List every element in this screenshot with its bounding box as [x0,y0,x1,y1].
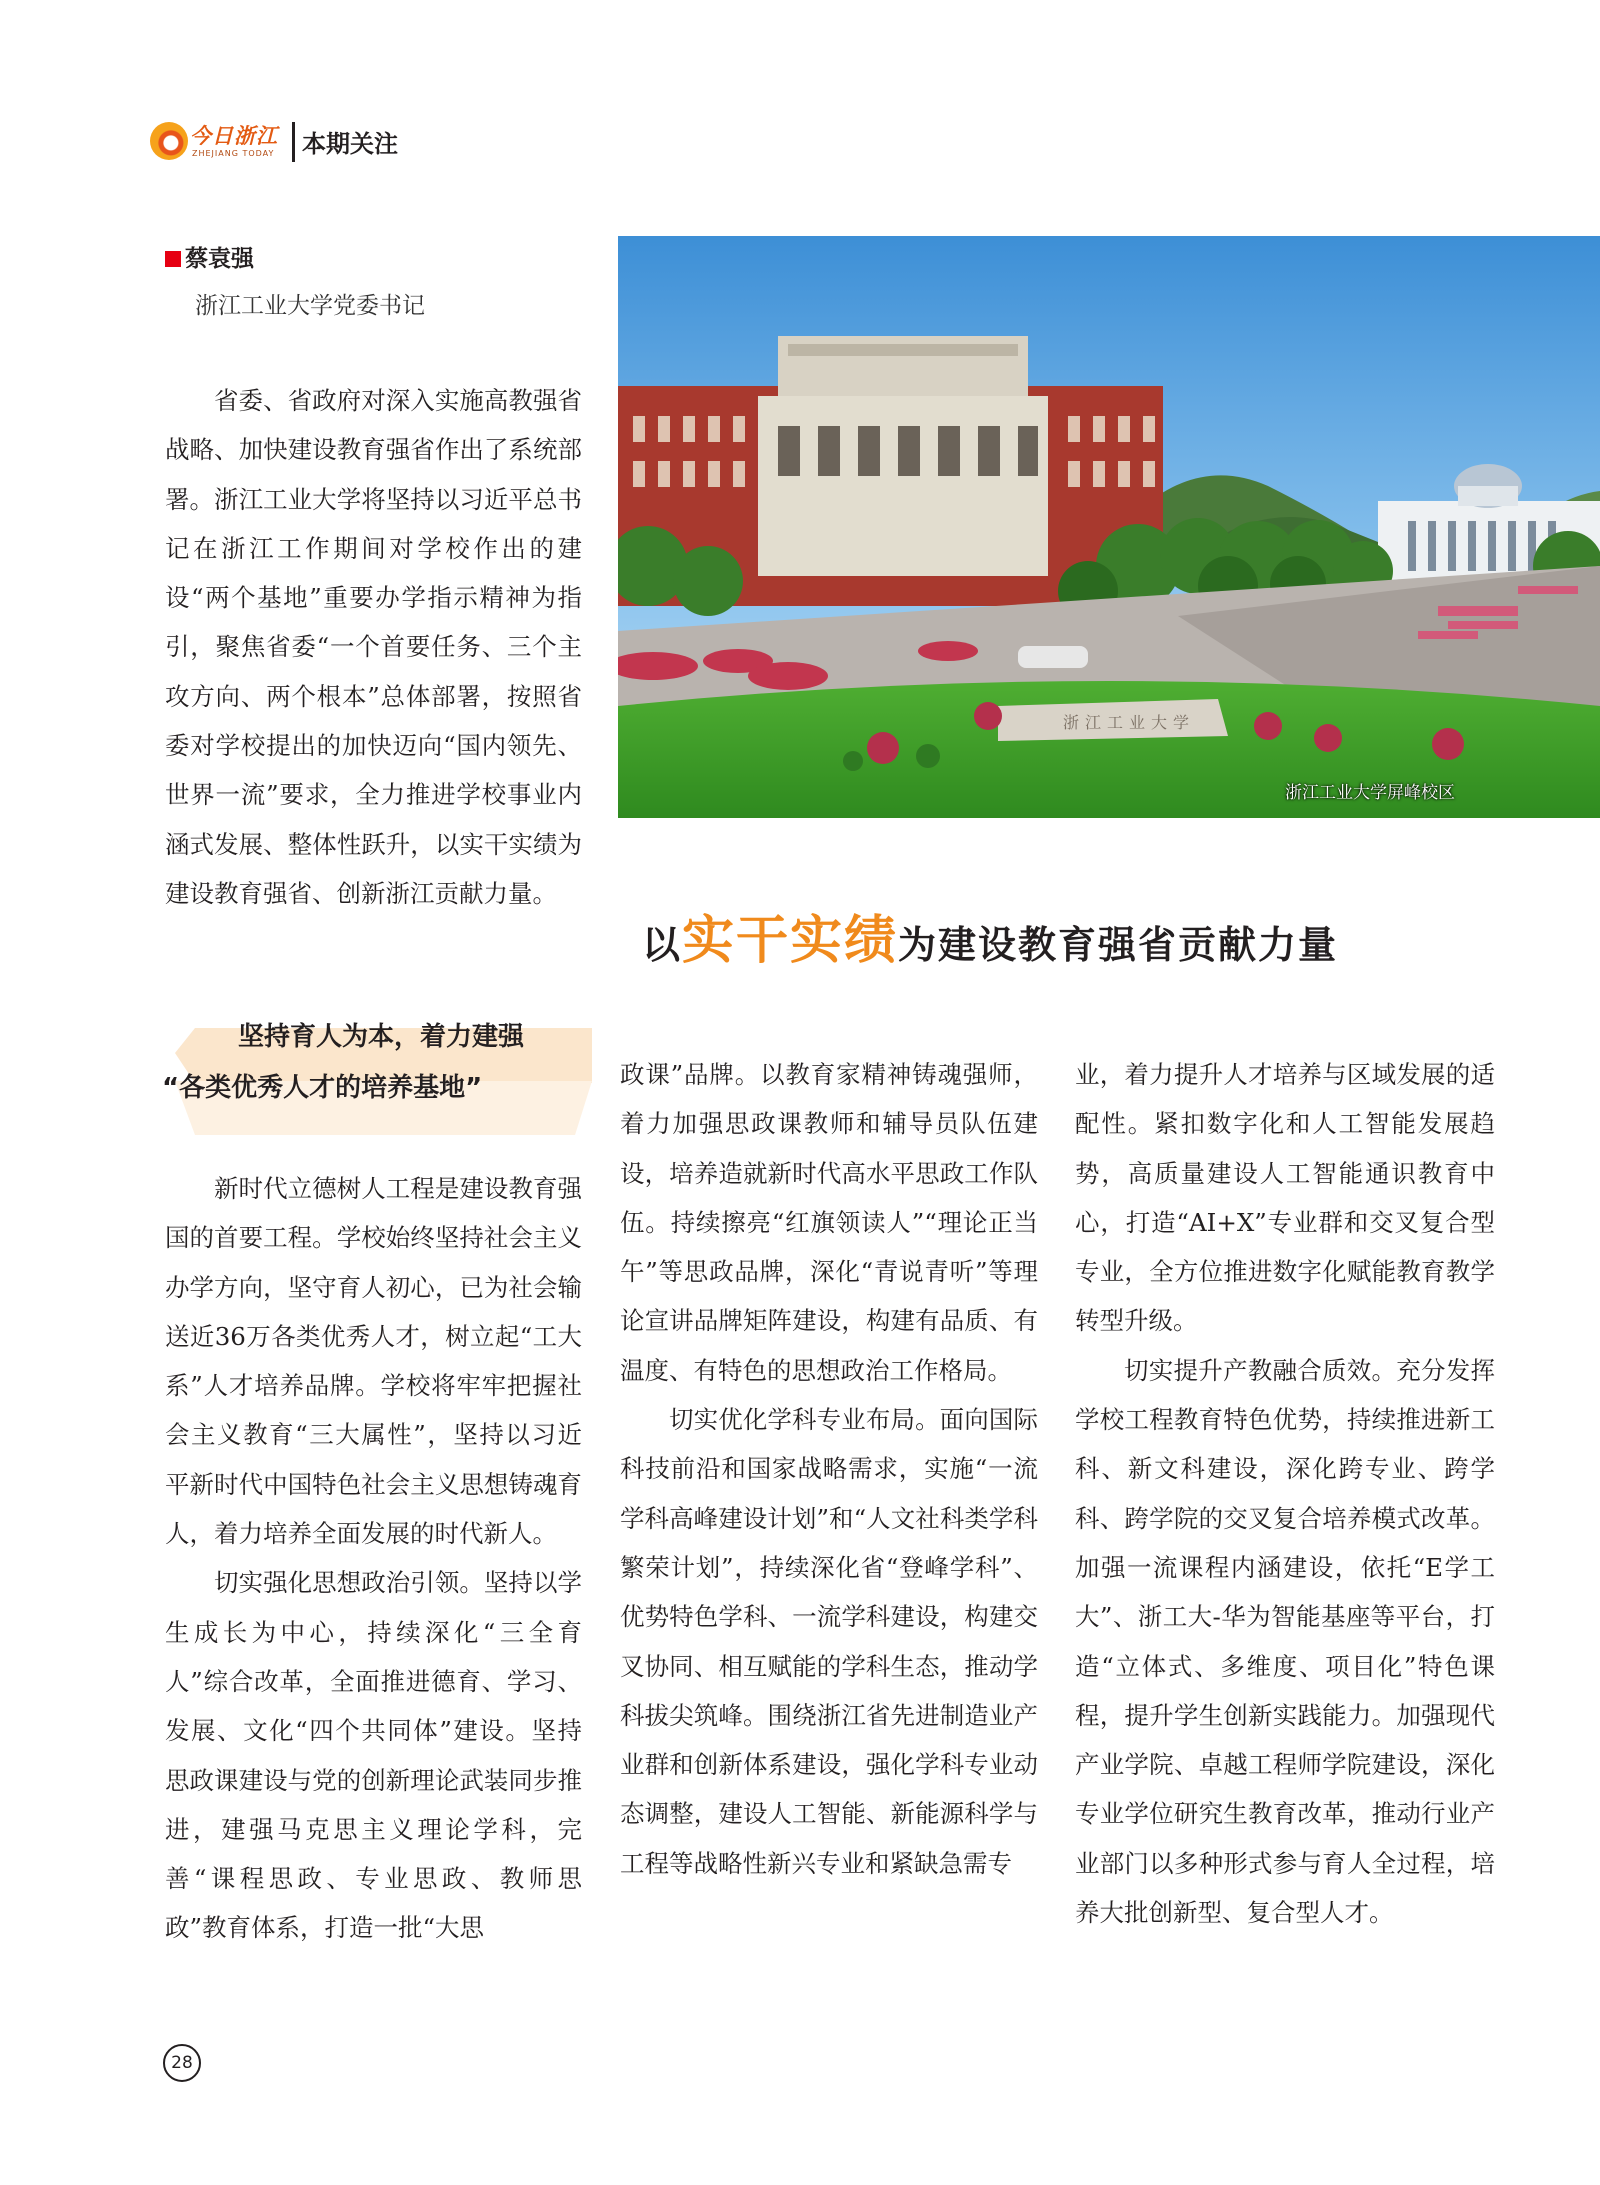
subhead-line-1: 坚持育人为本，着力建强 [238,1022,525,1052]
column-2 [620,1050,1038,1888]
logo-sun-icon [150,122,188,160]
article-title: 以实干实绩为建设教育强省贡献力量 [642,911,1339,971]
stone-inscription: 浙江工业大学 [1063,713,1196,732]
paragraph: 新时代立德树人工程是建设教育强国的首要工程。学校始终坚持社会主义办学方向，坚守育人初心，已为社会输送近36万各类优秀人才，树立起“工大系”人才培养品牌。学校将牢牢把握社会主义教育“三大属性”，坚持以习近平新时代中国特色社会主义思想铸魂育人，着力培养全面发展的时代新人。 [165,1174,582,1549]
author-title: 浙江工业大学党委书记 [195,293,425,319]
red-square-icon [165,251,181,267]
column-3 [1075,1050,1495,1937]
photo-caption: 浙江工业大学屏峰校区 [1285,783,1455,803]
magazine-logo [150,118,300,164]
author-name: 蔡袁强 [165,240,254,273]
paragraph-continued: 政课”品牌。以教育家精神铸魂强师，着力加强思政课教师和辅导员队伍建设，培养造就新时代高水平思政工作队伍。持续擦亮“红旗领读人”“理论正当午”等思政品牌，深化“青说青听”等理论宣讲品牌矩阵建设，构建有品质、有温度、有特色的思想政治工作格局。 [620,1060,1038,1385]
subhead-line-2: “各类优秀人才的培养基地” [162,1073,483,1103]
campus-photo [618,236,1600,818]
header-divider [292,122,295,162]
intro-paragraph: 省委、省政府对深入实施高教强省战略、加快建设教育强省作出了系统部署。浙江工业大学将坚持以习近平总书记在浙江工作期间对学校作出的建设“两个基地”重要办学指示精神为指引，聚焦省委“一个首要任务、三个主攻方向、两个根本”总体部署，按照省委对学校提出的加快迈向“国内领先、世界一流”要求，全力推进学校事业内涵式发展、整体性跃升，以实干实绩为建设教育强省、创新浙江贡献力量。 [165,386,582,908]
paragraph-continued: 业，着力提升人才培养与区域发展的适配性。紧扣数字化和人工智能发展趋势，高质量建设人工智能通识教育中心，打造“AI+X”专业群和交叉复合型专业，全方位推进数字化赋能教育教学转型升级。 [1075,1060,1495,1336]
paragraph: 切实强化思想政治引领。坚持以学生成长为中心，持续深化“三全育人”综合改革，全面推进德育、学习、发展、文化“四个共同体”建设。坚持思政课建设与党的创新理论武装同步推进，建强马克思主义理论学科，完善“课程思政、专业思政、教师思政”教育体系，打造一批“大思 [165,1568,582,1943]
paragraph: 切实提升产教融合质效。充分发挥学校工程教育特色优势，持续推进新工科、新文科建设，深化跨专业、跨学科、跨学院的交叉复合培养模式改革。加强一流课程内涵建设，依托“E学工大”、浙工大-华为智能基座等平台，打造“立体式、多维度、项目化”特色课程，提升学生创新实践能力。加强现代产业学院、卓越工程师学院建设，深化专业学位研究生教育改革，推动行业产业部门以多种形式参与育人全过程，培养大批创新型、复合型人才。 [1075,1355,1495,1928]
page-number: 28 [163,2044,201,2082]
paragraph: 切实优化学科专业布局。面向国际科技前沿和国家战略需求，实施“一流学科高峰建设计划”和“人文社科类学科繁荣计划”，持续深化省“登峰学科”、优势特色学科、一流学科建设，构建交叉协同、相互赋能的学科生态，推动学科拔尖筑峰。围绕浙江省先进制造业产业群和创新体系建设，强化学科专业动态调整，建设人工智能、新能源科学与工程等战略性新兴专业和紧缺急需专 [620,1405,1038,1878]
logo-title: 今日浙江 [190,123,278,148]
title-highlight: 实干实绩 [682,911,899,971]
section-label: 本期关注 [302,130,398,158]
logo-subtitle: ZHEJIANG TODAY [192,149,275,158]
column-1 [165,1164,582,1953]
